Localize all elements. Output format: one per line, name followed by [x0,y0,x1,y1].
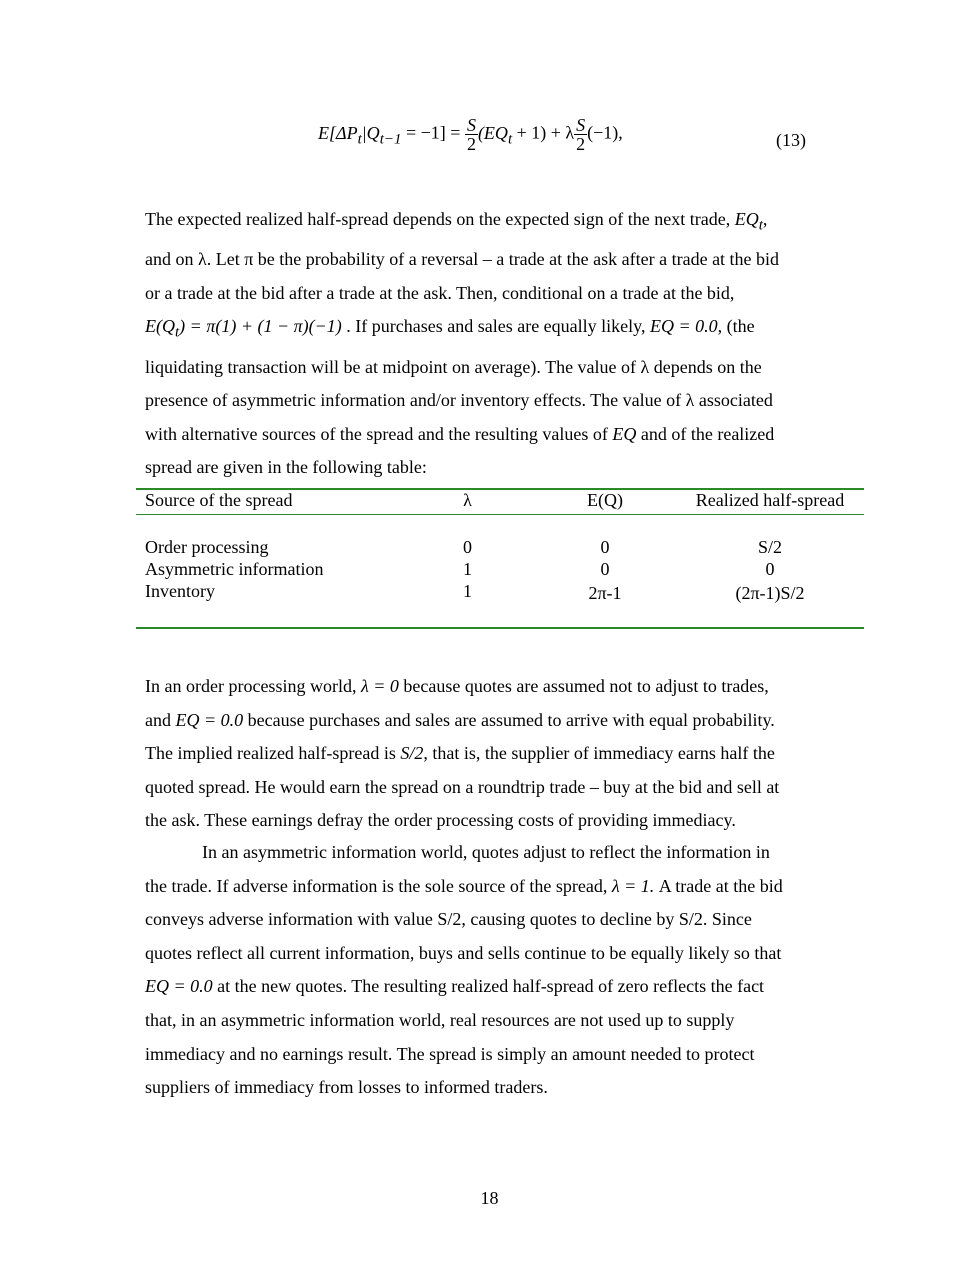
paragraph-2 [145,670,835,838]
eq-lhs: E[ΔP [318,122,358,143]
text-line: and [145,709,176,730]
eq-mid-sub: t [507,131,513,148]
table-cell: 0 [600,559,610,579]
math-inline: λ = 1. [611,875,655,896]
text-line: quoted spread. He would earn the spread on a roundtrip trade – buy at the bid and sell at [145,776,780,797]
table-cell: S/2 [757,537,782,557]
math-inline: λ = 0 [360,676,399,696]
text-line: . If purchases and sales are equally likely, [341,316,650,337]
text-line: A trade at the bid [654,875,783,896]
text-line: the ask. These earnings defray the order processing costs of providing immediacy. [145,810,736,831]
table-header-eq: E(Q) [587,490,623,510]
text-line: suppliers of immediacy from losses to informed traders. [145,1077,548,1098]
math-sub: t [175,324,180,341]
eq-fraction-1 [465,116,478,153]
math-sub: t [758,217,763,234]
text-line: spread are given in the following table: [145,457,427,478]
text-line: because purchases and sales are assumed to arrive with equal probability. [243,709,775,730]
text-line: at the new quotes. The resulting realized half-spread of zero reflects the fact [212,976,765,997]
table-header-rule [136,514,864,515]
text-line: quotes reflect all current information, buys and sells continue to be equally likely so that [145,942,782,963]
text-line: (the [722,316,755,337]
eq-end: (−1), [587,122,623,143]
table-header-realized: Realized half-spread [695,490,845,510]
equation-number: (13) [776,130,806,150]
table-cell: Order processing [145,537,269,557]
text-line: , [762,209,768,229]
text-line: In an asymmetric information world, quotes adjust to reflect the information in [202,842,770,862]
table-cell: 0 [600,537,610,557]
math-inline: EQ = 0.0, [649,316,723,337]
table-cell: Asymmetric information [145,559,324,579]
text-line: immediacy and no earnings result. The spread is simply an amount needed to protect [145,1043,755,1064]
math-inline: S/2 [400,743,424,764]
page-number: 18 [480,1188,499,1208]
math-inline: EQ [612,423,637,444]
math-inline: EQ = 0.0 [145,976,213,997]
table-cell: 0 [463,537,472,557]
text-line: , that is, the supplier of immediacy earns half the [423,743,775,764]
eq-frac1-den: 2 [466,134,476,154]
table-cell: 1 [463,581,472,601]
text-line: conveys adverse information with value S/2, causing quotes to decline by S/2. Since [145,909,752,930]
paragraph-3 [145,836,835,1105]
text-line: The implied realized half-spread is [145,743,401,764]
text-line: and on λ. Let π be the probability of a reversal – a trade at the ask after a trade at the bid [145,249,780,270]
math-inline: EQ [734,209,759,229]
eq-frac2-num: S [576,115,586,135]
text-line: presence of asymmetric information and/or inventory effects. The value of λ associated [145,390,773,411]
text-line: In an order processing world, [145,676,361,696]
table-cell: Inventory [145,581,215,601]
text-line: The expected realized half-spread depends on the expected sign of the next trade, [145,209,735,229]
eq-cond-rest: = −1] = [401,122,465,143]
table-cell: 0 [765,559,775,579]
text-line: or a trade at the bid after a trade at the ask. Then, conditional on a trade at the bid, [145,282,735,303]
eq-lhs-sub: t [357,131,362,148]
text-line: the trade. If adverse information is the sole source of the spread, [145,875,612,896]
eq-cond-sub: t−1 [379,131,402,148]
eq-frac2-den: 2 [576,134,586,154]
table-cell: 2π-1 [588,583,622,603]
table-header-lambda: λ [463,490,472,510]
paragraph-1 [145,203,835,485]
table-cell: (2π-1)S/2 [735,583,805,603]
equation-13 [318,116,623,166]
text-line: that, in an asymmetric information world, real resources are not used up to supply [145,1009,735,1030]
text-line: because quotes are assumed not to adjust to trades, [398,676,769,696]
math-formula: ) = π(1) + (1 − π)(−1) [179,316,342,337]
text-line: with alternative sources of the spread and the resulting values of [145,423,613,444]
table-bottom-rule [136,627,864,629]
eq-mid-rest: + 1) + λ [512,122,575,143]
text-line: liquidating transaction will be at midpoint on average). The value of λ depends on the [145,356,762,377]
eq-fraction-2 [574,116,587,153]
eq-frac1-num: S [466,115,476,135]
eq-mid: (EQ [477,122,508,143]
table-cell: 1 [463,559,472,579]
math-formula: E(Q [145,316,175,337]
table-header-source: Source of the spread [145,490,293,510]
math-inline: EQ = 0.0 [175,709,244,730]
text-line: and of the realized [636,423,775,444]
eq-cond: |Q [361,122,380,143]
